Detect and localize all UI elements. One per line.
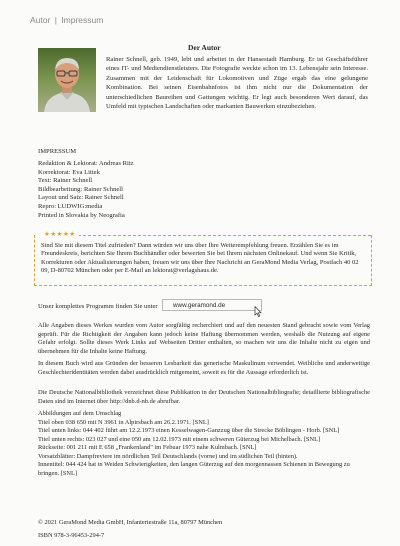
caption-line: Rückseite: 001 211 mit E 658 „Frankenland" im Febuar 1973 nahe Kulmbach. [SNL] [38, 444, 257, 451]
disclaimer-paragraph: Alle Angaben dieses Werkes wurden vom Autor sorgfältig recherchiert und auf den neuesten Stand gebracht sowie vom Verlag geprüft. Für die Richtigkeit der Angaben kann jedoch keine Haftung übernommen werden, weshalb die Nutzung auf eigene Gefahr erfolgt. Sollte dieses Werk Links auf Webseiten Dritter enthalten, so machen wir uns die Inhalte nicht zu eigen und übernehmen für die Inhalte keine Haftung. [38, 322, 370, 355]
feedback-box [34, 230, 372, 286]
caption-line: Titel oben 038 650 mit N 3961 in Alpirsbach am 26.2.1971. [SNL] [38, 418, 209, 426]
gender-note-paragraph: In diesem Buch wird aus Gründen der besseren Lesbarkeit das generische Maskulinum verwendet. Weibliche und anderweitige Geschlechteridentitäten werden dabei ausdrücklich mitgemeint, soweit es für die Aussage erforderlich ist. [38, 360, 370, 376]
impressum-line: Layout und Satz: Rainer Schnell [38, 194, 124, 202]
impressum-line: Repro: LUDWIG:media [38, 202, 103, 210]
feedback-box-border [73, 235, 371, 236]
caption-line: Titel unten links: 044 402 führt am 12.2.1973 einen Kesselwagen-Ganzzug über die Strecke Böblingen - Horb. [SNL] [38, 427, 340, 434]
impressum-list [38, 160, 134, 220]
impressum-line: Printed in Slovakia by Neografia [38, 211, 125, 219]
dnb-paragraph: Die Deutsche Nationalbibliothek verzeichnet diese Publikation in der Deutschen Nationalbibliografie; detaillierte bibliografische Daten sind im Internet über http://dnb.d-nb.de abrufbar. [38, 389, 370, 405]
header-impressum: Impressum [61, 15, 104, 25]
isbn-line: ISBN 978-3-96453-294-7 [38, 532, 105, 539]
impressum-line: Redaktion & Lektorat: Andreas Ritz [38, 160, 134, 167]
header-author: Autor [30, 15, 51, 25]
header-separator: | [54, 15, 57, 25]
impressum-line: Text: Rainer Schnell [38, 177, 93, 185]
rating-stars-icon: ★★★★★ [41, 230, 79, 238]
feedback-text: Sind Sie mit diesem Titel zufrieden? Dann würden wir uns über Ihre Weiterempfehlung freuen. Erzählen Sie es im Freundeskreis, berichten Sie Ihrem Buchhändler oder bewerten Sie bei Ihrem nächsten Onlinekauf. Und wenn Sie Kritik, Korrekturen oder Aktualisierungen haben, freuen wir uns über Ihre Nachricht an GeraMond Media Verlag, Postfach 40 02 09, D-80702 München oder per E-Mail an lektorat@verlagshaus.de. [41, 242, 359, 275]
impressum-line: Korrektorat: Eva Littek [38, 168, 100, 176]
author-title: Der Autor [188, 43, 221, 52]
copyright-line: © 2021 GeraMond Media GmbH, Infanteriestraße 11a, 80797 München [38, 519, 223, 526]
cover-captions [38, 410, 370, 478]
author-photo [38, 48, 96, 112]
caption-line: Innentitel: 044 424 hat in Weiden Schwierigkeiten, den langen Güterzug auf den morgennassen Schienen in Bewegung zu bringen. [SNL] [38, 461, 350, 477]
caption-heading: Abbildungen auf dem Umschlag [38, 410, 122, 417]
impressum-heading: IMPRESSUM [38, 148, 77, 155]
author-bio: Rainer Schnell, geb. 1949, lebt und arbeitet in der Hansestadt Hamburg. Er ist Geschäftsführer eines IT- und Mediendienstleisters. Die Fotografie weckte schon im 13. Lebensjahr sein Interesse. Zusammen mit der Leidenschaft für Lokomotiven und Züge ergab das eine gelungene Kombination. Bei seinen Eisenbahnfotos ist ihm nicht nur die Dokumentation der unterschiedlichen Baureihen und Gattungen wichtig. Er legt auch besonderen Wert darauf, das Umfeld mit typischen Landschaften oder markanten Bauwerken einzubeziehen. [106, 56, 368, 111]
program-text: Unser komplettes Programm finden Sie unter [38, 303, 158, 310]
website-link[interactable]: www.geramond.de [162, 299, 262, 311]
impressum-line: Bildbearbeitung: Rainer Schnell [38, 185, 123, 193]
mouse-pointer-icon [254, 306, 262, 317]
page-header [30, 15, 103, 25]
caption-line: Vorsatzblätter: Dampfreviere im nördlichen Teil Deutschlands (vorne) und im südlichen Teil (hinten). [38, 452, 298, 460]
caption-line: Titel unten rechts: 023 027 und eine 050 am 12.02.1973 mit einem schweren Güterzug bei Michelbach. [SNL] [38, 435, 321, 443]
